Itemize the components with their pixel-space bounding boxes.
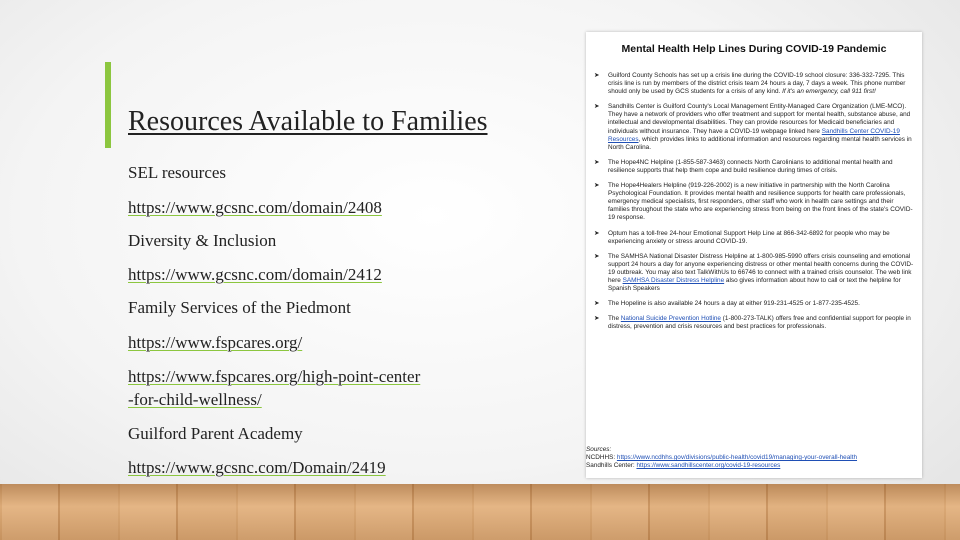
arrow-bullet-icon: ➤ bbox=[594, 182, 600, 190]
resource-link[interactable]: https://www.fspcares.org/high-point-center bbox=[128, 367, 421, 386]
source-name: NCDHHS: bbox=[586, 454, 617, 461]
helpline-entry bbox=[594, 72, 914, 96]
resource-label: SEL resources bbox=[128, 163, 227, 182]
resource-link[interactable]: https://www.fspcares.org/ bbox=[128, 333, 303, 352]
entry-link[interactable]: National Suicide Prevention Hotline bbox=[620, 315, 721, 323]
helpline-entry bbox=[594, 159, 914, 175]
arrow-bullet-icon: ➤ bbox=[594, 72, 600, 79]
arrow-bullet-icon: ➤ bbox=[594, 103, 600, 111]
source-link[interactable]: https://www.ncdhhs.gov/divisions/public-health/covid19/managing-your-overall-health bbox=[616, 454, 858, 461]
helpline-document bbox=[586, 32, 922, 478]
helpline-entry bbox=[594, 182, 914, 222]
resource-label: Guilford Parent Academy bbox=[128, 424, 303, 443]
resource-label: Family Services of the Piedmont bbox=[128, 298, 351, 317]
slide-title: Resources Available to Families bbox=[128, 106, 488, 137]
arrow-bullet-icon: ➤ bbox=[594, 252, 600, 260]
helpline-entry bbox=[594, 253, 914, 293]
arrow-bullet-icon: ➤ bbox=[594, 315, 600, 323]
entry-text: (1-800-273-TALK) offers free and confidential support for people in distress, prevention and crisis resources and best practices for professionals. bbox=[608, 315, 911, 331]
entry-text: also gives information about how to call or text the helpline for Spanish Speakers bbox=[608, 276, 901, 293]
entry-text: Optum has a toll-free 24-hour Emotional Support Help Line at 866-342-6892 for people who may be experiencing anxiety or stress around COVID-19. bbox=[608, 229, 890, 245]
arrow-bullet-icon: ➤ bbox=[594, 300, 600, 308]
entry-text: Guilford County Schools has set up a crisis line during the COVID-19 school closure: 336-332-7295. This crisis line is run by members of the district crisis team 24 hours a day, 7 days a week. This phone number should only be used by GCS students for a crisis of any kind. bbox=[608, 72, 906, 96]
entry-text: The SAMHSA National Disaster Distress Helpline at 1-800-985-5990 offers crisis counseling and emotional support 24 hours a day for anyone experiencing distress or other mental health concerns during the COVID-19 outbreak. You may also text TalkWithUs to 66746 to connect with a trained crisis counselor. The web link here bbox=[608, 252, 914, 284]
helpline-list bbox=[594, 72, 914, 338]
entry-text: , which provides links to additional information and resources regarding mental health services in North Carolina. bbox=[608, 135, 912, 151]
document-title: Mental Health Help Lines During COVID-19 Pandemic bbox=[621, 43, 887, 55]
entry-emphasis: If it's an emergency, call 911 first! bbox=[782, 88, 876, 96]
sources-label: Sources: bbox=[586, 446, 612, 453]
source-row bbox=[586, 454, 922, 462]
entry-text: The Hopeline is also available 24 hours a day at either 919-231-4525 or 1-877-235-4525. bbox=[608, 300, 860, 308]
entry-text: The Hope4NC Helpline (1-855-587-3463) connects North Carolinians to additional mental health and resilience supports that help them cope and build resilience during times of crisis. bbox=[608, 158, 893, 174]
source-name: Sandhills Center: bbox=[586, 462, 637, 469]
arrow-bullet-icon: ➤ bbox=[594, 158, 600, 166]
wood-floor-shade bbox=[0, 484, 960, 540]
entry-text: The Hope4Healers Helpline (919-226-2002) is a new initiative in partnership with the North Carolina Psychological Foundation. It provides mental health and resilience supports for health care professionals, emergency medical specialists, first responders, other staff who work in health care settings and their families throughout the state who are experiencing stress from being on the front lines of the state's COVID-19 response. bbox=[608, 182, 913, 222]
helpline-entry bbox=[594, 230, 914, 246]
entry-text: The bbox=[608, 315, 621, 323]
source-link[interactable]: https://www.sandhillscenter.org/covid-19-resources bbox=[636, 462, 781, 469]
helpline-entry bbox=[594, 315, 914, 331]
helpline-entry bbox=[594, 300, 914, 308]
entry-link[interactable]: SAMHSA Disaster Distress Helpline bbox=[622, 276, 725, 284]
resource-link[interactable]: https://www.gcsnc.com/Domain/2419 bbox=[128, 458, 386, 477]
resource-label: Diversity & Inclusion bbox=[128, 231, 277, 250]
entry-text: Sandhills Center is Guilford County's Local Management Entity-Managed Care Organization (LME-MCO). They have a network of providers who offer treatment and support for mental health, substance abuse, and intellectual and developmental disabilities. They can provide resources for Medicaid beneficiaries and individuals without insurance. They have a COVID-19 webpage linked here bbox=[608, 103, 911, 135]
sources-block bbox=[586, 446, 922, 470]
resource-link[interactable]: https://www.gcsnc.com/domain/2412 bbox=[128, 265, 382, 284]
title-accent-bar bbox=[105, 62, 111, 148]
arrow-bullet-icon: ➤ bbox=[594, 229, 600, 237]
entry-link[interactable]: Sandhills Center COVID-19 Resources bbox=[608, 127, 900, 143]
resource-link[interactable]: https://www.gcsnc.com/domain/2408 bbox=[128, 198, 382, 217]
resource-link[interactable]: -for-child-wellness/ bbox=[128, 390, 262, 409]
source-row bbox=[586, 462, 922, 470]
helpline-entry bbox=[594, 103, 914, 152]
